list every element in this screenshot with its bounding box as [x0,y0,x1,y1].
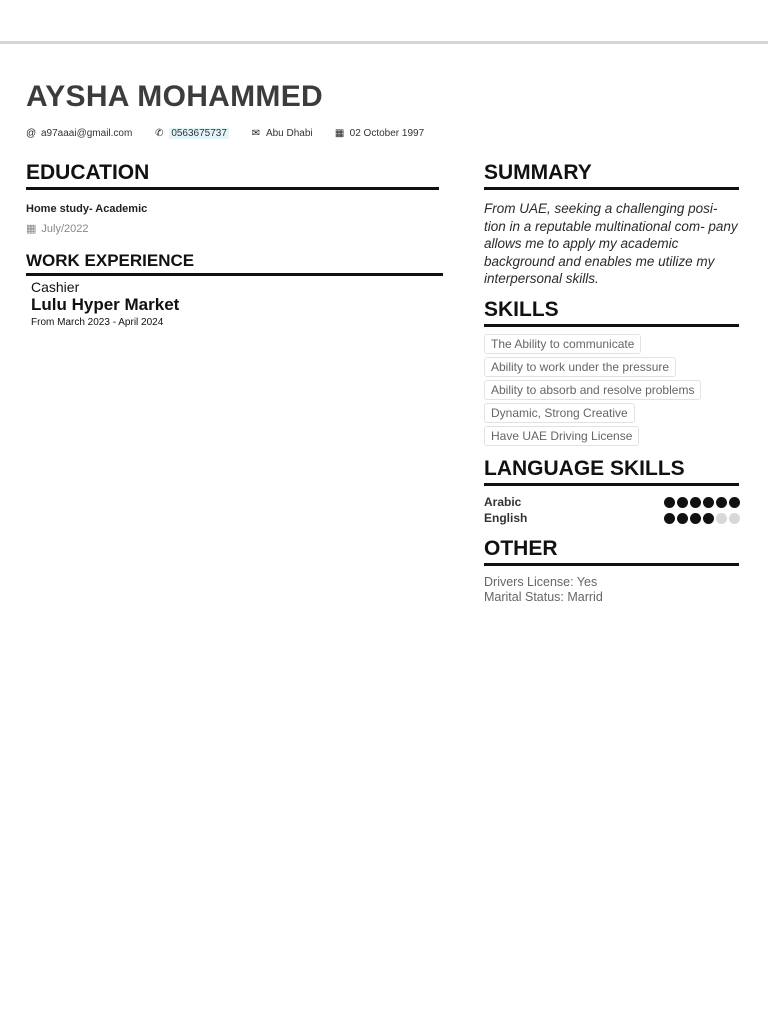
calendar-icon: ▦ [26,223,37,235]
level-dot-filled [703,513,714,524]
language-row-arabic [484,495,740,509]
education-date: July/2022 [41,222,89,235]
skill-tag: The Ability to communicate [484,334,641,354]
level-dot-filled [677,513,688,524]
language-skills-heading: LANGUAGE SKILLS [484,456,739,486]
contact-location [251,128,313,139]
skills-heading: SKILLS [484,297,739,327]
language-row-english [484,511,740,525]
level-dot-filled [690,497,701,508]
level-dot-filled [690,513,701,524]
language-level-dots [662,497,740,508]
education-title: Home study- Academic [26,203,148,215]
language-name: Arabic [484,495,522,509]
calendar-icon: ▦ [334,127,345,139]
language-level-dots [662,513,740,524]
contact-phone[interactable] [154,128,229,139]
at-icon: @ [26,127,37,139]
language-name: English [484,511,528,525]
phone-icon: ✆ [155,127,164,139]
phone-value: 0563675737 [171,127,227,139]
email-value: a97aaai@gmail.com [41,127,133,139]
location-value: Abu Dhabi [265,127,313,139]
birthday-value: 02 October 1997 [349,127,425,139]
skills-list [484,334,744,449]
education-date-row [26,222,89,235]
level-dot-filled [677,497,688,508]
job-dates: From March 2023 - April 2024 [31,317,164,328]
contact-email[interactable] [26,128,132,139]
contact-row [26,125,446,141]
other-line: Drivers License: Yes [484,575,598,589]
level-dot-filled [703,497,714,508]
level-dot-filled [664,497,675,508]
skill-tag: Ability to work under the pressure [484,357,676,377]
resume-name: AYSHA MOHAMMED [26,80,323,113]
work-experience-heading: WORK EXPERIENCE [26,250,443,276]
level-dot-filled [716,497,727,508]
other-heading: OTHER [484,536,739,566]
education-heading: EDUCATION [26,160,439,190]
envelope-icon: ✉ [251,127,261,139]
job-role: Cashier [31,279,80,295]
contact-birthday [335,128,425,139]
top-bar [0,0,768,44]
skill-tag: Have UAE Driving License [484,426,639,446]
level-dot-filled [664,513,675,524]
skill-tag: Ability to absorb and resolve problems [484,380,701,400]
level-dot-empty [716,513,727,524]
level-dot-empty [729,513,740,524]
skill-tag: Dynamic, Strong Creative [484,403,635,423]
job-company: Lulu Hyper Market [31,295,180,314]
summary-heading: SUMMARY [484,160,739,190]
summary-text: From UAE, seeking a challenging posi- tion in a reputable multinational com- pany allows me to apply my academic background and enables me utilize my interpersonal skills. [484,201,738,286]
other-line: Marital Status: Marrid [484,590,603,604]
level-dot-filled [729,497,740,508]
